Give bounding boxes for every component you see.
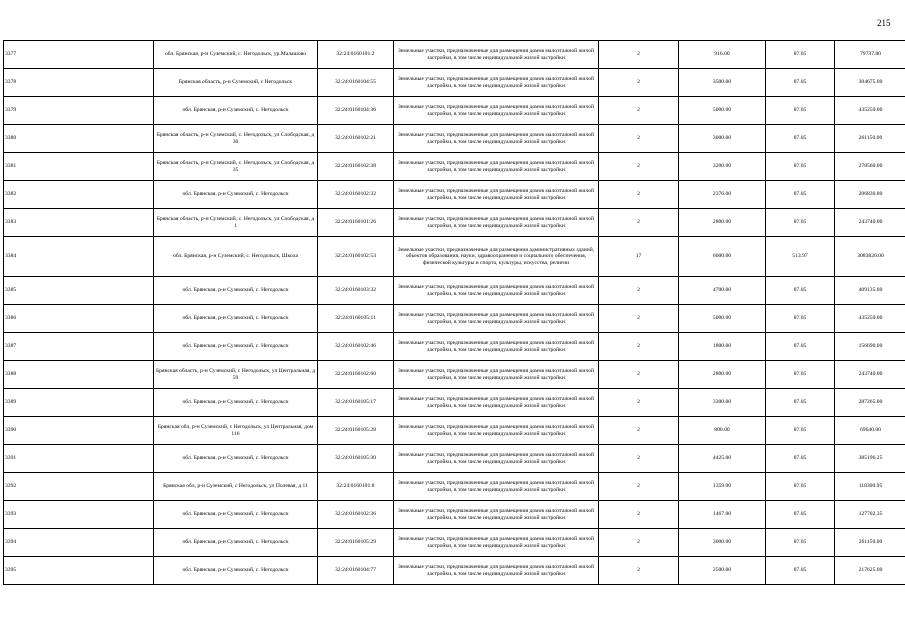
cadastral-number-cell: 32:24:0160103:32 [318, 277, 394, 305]
rate-cell: 87.05 [766, 97, 835, 125]
rate-cell: 87.05 [766, 277, 835, 305]
cadastral-number-cell: 32:24:0160101:8 [318, 473, 394, 501]
land-use-cell: Земельные участки, предназначенные для размещения домов малоэтажной жилой застройки, в том числе индивидуальной жилой застройки [394, 473, 599, 501]
cadastral-value-cell: 127702.35 [835, 501, 905, 529]
cadastral-value-cell: 69640.00 [835, 417, 905, 445]
rate-cell: 87.05 [766, 305, 835, 333]
rate-cell: 87.05 [766, 209, 835, 237]
row-number: 3379 [4, 97, 154, 125]
land-use-cell: Земельные участки, предназначенные для размещения домов малоэтажной жилой застройки, в том числе индивидуальной жилой застройки [394, 333, 599, 361]
address-cell: обл. Брянская, р-н Суземский, с. Негодольск [154, 389, 318, 417]
land-use-cell: Земельные участки, предназначенные для размещения домов малоэтажной жилой застройки, в том числе индивидуальной жилой застройки [394, 501, 599, 529]
table-row [4, 389, 905, 417]
cadastral-value-cell: 243740.00 [835, 361, 905, 389]
row-number: 3394 [4, 529, 154, 557]
land-use-cell: Земельные участки, предназначенные для размещения домов малоэтажной жилой застройки, в том числе индивидуальной жилой застройки [394, 69, 599, 97]
group-cell: 2 [599, 501, 679, 529]
land-use-cell: Земельные участки, предназначенные для размещения домов малоэтажной жилой застройки, в том числе индивидуальной жилой застройки [394, 445, 599, 473]
cadastral-number-cell: 32:24:0160105:11 [318, 305, 394, 333]
land-use-cell: Земельные участки, предназначенные для размещения домов малоэтажной жилой застройки, в том числе индивидуальной жилой застройки [394, 209, 599, 237]
group-cell: 2 [599, 389, 679, 417]
area-cell: 2376.00 [679, 181, 766, 209]
table-row [4, 153, 905, 181]
group-cell: 2 [599, 417, 679, 445]
rate-cell: 513.97 [766, 237, 835, 277]
land-use-cell: Земельные участки, предназначенные для размещения домов малоэтажной жилой застройки, в том числе индивидуальной жилой застройки [394, 181, 599, 209]
rate-cell: 87.05 [766, 361, 835, 389]
land-registry-table [3, 40, 905, 585]
address-cell: Брянская область, р-н Суземский, с Негодольск, ул Центральная, д 59 [154, 361, 318, 389]
cadastral-number-cell: 32:24:0160102:38 [318, 153, 394, 181]
cadastral-value-cell: 435250.00 [835, 97, 905, 125]
area-cell: 5000.00 [679, 97, 766, 125]
group-cell: 2 [599, 445, 679, 473]
area-cell: 4425.00 [679, 445, 766, 473]
group-cell: 2 [599, 153, 679, 181]
table-row [4, 445, 905, 473]
address-cell: обл. Брянская, р-н Суземский, с. Негодольск [154, 445, 318, 473]
address-cell: обл. Брянская, р-н Суземский, с. Негодольск [154, 529, 318, 557]
rate-cell: 87.05 [766, 557, 835, 585]
table-row [4, 97, 905, 125]
cadastral-value-cell: 385196.25 [835, 445, 905, 473]
area-cell: 3200.00 [679, 153, 766, 181]
page-number: 215 [877, 18, 891, 28]
land-use-cell: Земельные участки, предназначенные для размещения домов малоэтажной жилой застройки, в том числе индивидуальной жилой застройки [394, 305, 599, 333]
table-row [4, 333, 905, 361]
area-cell: 2500.00 [679, 557, 766, 585]
cadastral-value-cell: 79737.80 [835, 41, 905, 69]
group-cell: 2 [599, 361, 679, 389]
row-number: 3388 [4, 361, 154, 389]
area-cell: 1800.00 [679, 333, 766, 361]
address-cell: Брянская обл, р-н Суземский, с Негодольск, ул Полевая, д 11 [154, 473, 318, 501]
group-cell: 2 [599, 305, 679, 333]
address-cell: обл. Брянская, р-н Суземский, с. Негодольск [154, 305, 318, 333]
address-cell: обл. Брянская, р-н Суземский, с. Негодольск [154, 97, 318, 125]
cadastral-value-cell: 278560.00 [835, 153, 905, 181]
cadastral-number-cell: 32:24:0160101:2 [318, 41, 394, 69]
table-row [4, 501, 905, 529]
cadastral-number-cell: 32:24:0160102:46 [318, 333, 394, 361]
cadastral-value-cell: 261150.00 [835, 125, 905, 153]
table-row [4, 557, 905, 585]
group-cell: 2 [599, 529, 679, 557]
land-use-cell: Земельные участки, предназначенные для размещения домов малоэтажной жилой застройки, в том числе индивидуальной жилой застройки [394, 277, 599, 305]
area-cell: 1467.00 [679, 501, 766, 529]
table-row [4, 473, 905, 501]
cadastral-number-cell: 32:24:0160102:60 [318, 361, 394, 389]
land-use-cell: Земельные участки, предназначенные для размещения домов малоэтажной жилой застройки, в том числе индивидуальной жилой застройки [394, 125, 599, 153]
table-row [4, 41, 905, 69]
cadastral-number-cell: 32:24:0160104:77 [318, 557, 394, 585]
row-number: 3393 [4, 501, 154, 529]
area-cell: 1359.00 [679, 473, 766, 501]
address-cell: обл. Брянская, р-н Суземский, с. Негодольск [154, 277, 318, 305]
area-cell: 916.00 [679, 41, 766, 69]
address-cell: обл. Брянская, р-н Суземский, с. Негодольск [154, 181, 318, 209]
row-number: 3390 [4, 417, 154, 445]
address-cell: обл. Брянская, р-н Суземский, с. Негодольск, Школа [154, 237, 318, 277]
row-number: 3392 [4, 473, 154, 501]
row-number: 3389 [4, 389, 154, 417]
area-cell: 3000.00 [679, 529, 766, 557]
row-number: 3378 [4, 69, 154, 97]
address-cell: Брянская область, р-н Суземский, с. Негодольск, ул Слободская, д 35 [154, 153, 318, 181]
row-number: 3386 [4, 305, 154, 333]
land-use-cell: Земельные участки, предназначенные для размещения домов малоэтажной жилой застройки, в том числе индивидуальной жилой застройки [394, 41, 599, 69]
cadastral-number-cell: 32:24:0160102:32 [318, 181, 394, 209]
table-row [4, 125, 905, 153]
cadastral-number-cell: 32:24:0160102:21 [318, 125, 394, 153]
cadastral-number-cell: 32:24:0160102:36 [318, 501, 394, 529]
area-cell: 3500.00 [679, 69, 766, 97]
row-number: 3380 [4, 125, 154, 153]
address-cell: обл. Брянская, р-н Суземский, с. Негодольск, ур.Малашово [154, 41, 318, 69]
cadastral-value-cell: 3083820.00 [835, 237, 905, 277]
address-cell: обл. Брянская, р-н Суземский, с. Негодольск [154, 333, 318, 361]
group-cell: 2 [599, 69, 679, 97]
group-cell: 2 [599, 557, 679, 585]
land-use-cell: Земельные участки, предназначенные для размещения домов малоэтажной жилой застройки, в том числе индивидуальной жилой застройки [394, 417, 599, 445]
row-number: 3387 [4, 333, 154, 361]
land-use-cell: Земельные участки, предназначенные для размещения домов малоэтажной жилой застройки, в том числе индивидуальной жилой застройки [394, 153, 599, 181]
cadastral-value-cell: 206830.80 [835, 181, 905, 209]
group-cell: 2 [599, 181, 679, 209]
area-cell: 2800.00 [679, 361, 766, 389]
address-cell: Брянская область, р-н Суземский, с. Негодольск, ул Слободская, д 30 [154, 125, 318, 153]
address-cell: обл. Брянская, р-н Суземский, с. Негодольск [154, 501, 318, 529]
group-cell: 2 [599, 277, 679, 305]
cadastral-number-cell: 32:24:0160102:53 [318, 237, 394, 277]
area-cell: 800.00 [679, 417, 766, 445]
group-cell: 2 [599, 125, 679, 153]
group-cell: 2 [599, 473, 679, 501]
table-row [4, 529, 905, 557]
area-cell: 5000.00 [679, 305, 766, 333]
row-number: 3381 [4, 153, 154, 181]
rate-cell: 87.05 [766, 445, 835, 473]
address-cell: Брянская область, р-н Суземский, с. Негодольск, ул Слободская, д 1 [154, 209, 318, 237]
rate-cell: 87.05 [766, 333, 835, 361]
area-cell: 6000.00 [679, 237, 766, 277]
cadastral-number-cell: 32:24:0160105:17 [318, 389, 394, 417]
cadastral-value-cell: 304675.00 [835, 69, 905, 97]
table-row [4, 277, 905, 305]
rate-cell: 87.05 [766, 473, 835, 501]
area-cell: 2800.00 [679, 209, 766, 237]
rate-cell: 87.05 [766, 529, 835, 557]
table-row [4, 69, 905, 97]
land-use-cell: Земельные участки, предназначенные для размещения домов малоэтажной жилой застройки, в том числе индивидуальной жилой застройки [394, 529, 599, 557]
row-number: 3383 [4, 209, 154, 237]
land-use-cell: Земельные участки, предназначенные для размещения домов малоэтажной жилой застройки, в том числе индивидуальной жилой застройки [394, 97, 599, 125]
table-row [4, 305, 905, 333]
address-cell: Брянская область, р-н Суземский, с Негодольск [154, 69, 318, 97]
row-number: 3391 [4, 445, 154, 473]
row-number: 3382 [4, 181, 154, 209]
cadastral-number-cell: 32:24:0160105:29 [318, 529, 394, 557]
area-cell: 3300.00 [679, 389, 766, 417]
cadastral-number-cell: 32:24:0160105:30 [318, 445, 394, 473]
cadastral-number-cell: 32:24:0160101:26 [318, 209, 394, 237]
rate-cell: 87.05 [766, 501, 835, 529]
rate-cell: 87.05 [766, 153, 835, 181]
row-number: 3385 [4, 277, 154, 305]
cadastral-value-cell: 409135.00 [835, 277, 905, 305]
group-cell: 2 [599, 209, 679, 237]
land-use-cell: Земельные участки, предназначенные для размещения домов малоэтажной жилой застройки, в том числе индивидуальной жилой застройки [394, 557, 599, 585]
cadastral-value-cell: 243740.00 [835, 209, 905, 237]
cadastral-value-cell: 156690.00 [835, 333, 905, 361]
group-cell: 2 [599, 41, 679, 69]
table-row [4, 237, 905, 277]
rate-cell: 87.05 [766, 389, 835, 417]
rate-cell: 87.05 [766, 417, 835, 445]
cadastral-number-cell: 32:24:0160105:28 [318, 417, 394, 445]
group-cell: 2 [599, 333, 679, 361]
cadastral-value-cell: 287265.00 [835, 389, 905, 417]
table-row [4, 417, 905, 445]
table-body [4, 41, 905, 585]
table-row [4, 361, 905, 389]
cadastral-number-cell: 32:24:0160104:55 [318, 69, 394, 97]
cadastral-value-cell: 435250.00 [835, 305, 905, 333]
area-cell: 3000.00 [679, 125, 766, 153]
address-cell: обл. Брянская, р-н Суземский, с. Негодольск [154, 557, 318, 585]
row-number: 3377 [4, 41, 154, 69]
address-cell: Брянская обл, р-н Суземский, с Негодольск, ул Центральная, дом 116 [154, 417, 318, 445]
area-cell: 4700.00 [679, 277, 766, 305]
rate-cell: 87.05 [766, 69, 835, 97]
group-cell: 2 [599, 97, 679, 125]
table-row [4, 181, 905, 209]
rate-cell: 87.05 [766, 41, 835, 69]
cadastral-value-cell: 118300.95 [835, 473, 905, 501]
land-use-cell: Земельные участки, предназначенные для размещения домов малоэтажной жилой застройки, в том числе индивидуальной жилой застройки [394, 361, 599, 389]
cadastral-number-cell: 32:24:0160104:36 [318, 97, 394, 125]
land-use-cell: Земельные участки, предназначенные для размещения домов малоэтажной жилой застройки, в том числе индивидуальной жилой застройки [394, 389, 599, 417]
cadastral-value-cell: 217625.00 [835, 557, 905, 585]
group-cell: 17 [599, 237, 679, 277]
land-use-cell: Земельные участки, предназначенные для размещения административных зданий, объектов образования, науки, здравоохранения и социального обеспечения, физической культуры и спорта, культуры, искусства, религии [394, 237, 599, 277]
table-row [4, 209, 905, 237]
row-number: 3384 [4, 237, 154, 277]
row-number: 3395 [4, 557, 154, 585]
cadastral-value-cell: 261150.00 [835, 529, 905, 557]
rate-cell: 87.05 [766, 125, 835, 153]
rate-cell: 87.05 [766, 181, 835, 209]
